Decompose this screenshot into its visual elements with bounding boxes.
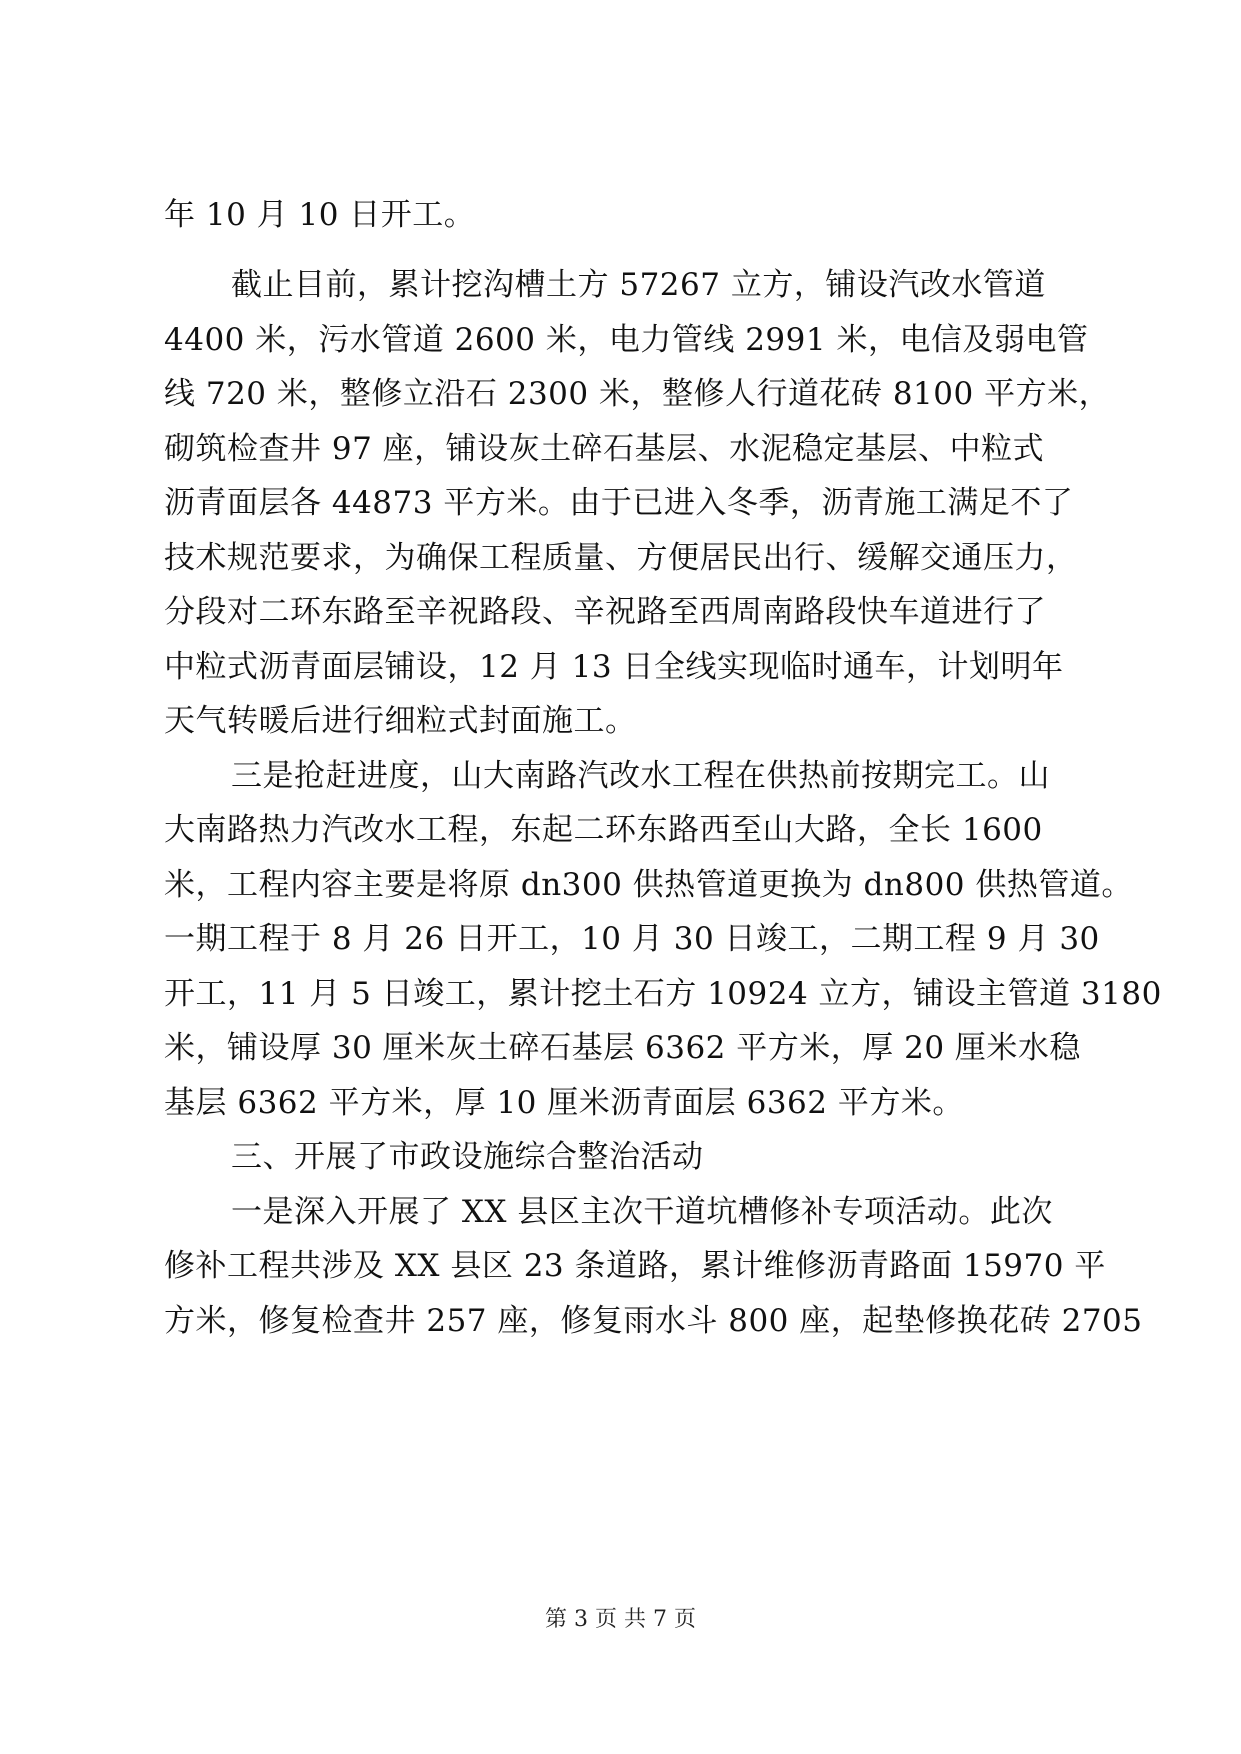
text-line: 年 10 月 10 日开工。 xyxy=(164,197,476,233)
text-line: 技术规范要求，为确保工程质量、方便居民出行、缓解交通压力， xyxy=(164,540,1078,576)
text-line: 砌筑检查井 97 座，铺设灰土碎石基层、水泥稳定基层、中粒式 xyxy=(164,431,1045,467)
text-line: 一期工程于 8 月 26 日开工，10 月 30 日竣工，二期工程 9 月 30 xyxy=(164,921,1100,957)
text-line: 开工，11 月 5 日竣工，累计挖土石方 10924 立方，铺设主管道 3180 xyxy=(164,976,1162,1012)
paragraph-start-line: 截止目前，累计挖沟槽土方 57267 立方，铺设汽改水管道 xyxy=(231,267,1046,303)
text-line: 线 720 米，整修立沿石 2300 米，整修人行道花砖 8100 平方米， xyxy=(164,376,1111,412)
section-heading: 三、开展了市政设施综合整治活动 xyxy=(231,1139,704,1175)
text-line: 天气转暖后进行细粒式封面施工。 xyxy=(164,703,637,739)
text-line: 4400 米，污水管道 2600 米，电力管线 2991 米，电信及弱电管 xyxy=(164,322,1089,358)
paragraph-start-line: 一是深入开展了 XX 县区主次干道坑槽修补专项活动。此次 xyxy=(231,1194,1053,1230)
text-line: 基层 6362 平方米，厚 10 厘米沥青面层 6362 平方米。 xyxy=(164,1085,964,1121)
text-line: 中粒式沥青面层铺设，12 月 13 日全线实现临时通车，计划明年 xyxy=(164,649,1064,685)
text-line: 沥青面层各 44873 平方米。由于已进入冬季，沥青施工满足不了 xyxy=(164,485,1074,521)
text-line: 分段对二环东路至辛祝路段、辛祝路至西周南路段快车道进行了 xyxy=(164,594,1046,630)
text-line: 米，工程内容主要是将原 dn300 供热管道更换为 dn800 供热管道。 xyxy=(164,867,1133,903)
page-footer: 第 3 页 共 7 页 xyxy=(545,1607,696,1632)
text-line: 方米，修复检查井 257 座，修复雨水斗 800 座，起垫修换花砖 2705 xyxy=(164,1303,1143,1339)
text-line: 大南路热力汽改水工程，东起二环东路西至山大路，全长 1600 xyxy=(164,812,1043,848)
text-line: 米，铺设厚 30 厘米灰土碎石基层 6362 平方米，厚 20 厘米水稳 xyxy=(164,1030,1081,1066)
paragraph-start-line: 三是抢赶进度，山大南路汽改水工程在供热前按期完工。山 xyxy=(231,758,1050,794)
text-line: 修补工程共涉及 XX 县区 23 条道路，累计维修沥青路面 15970 平 xyxy=(164,1248,1106,1284)
